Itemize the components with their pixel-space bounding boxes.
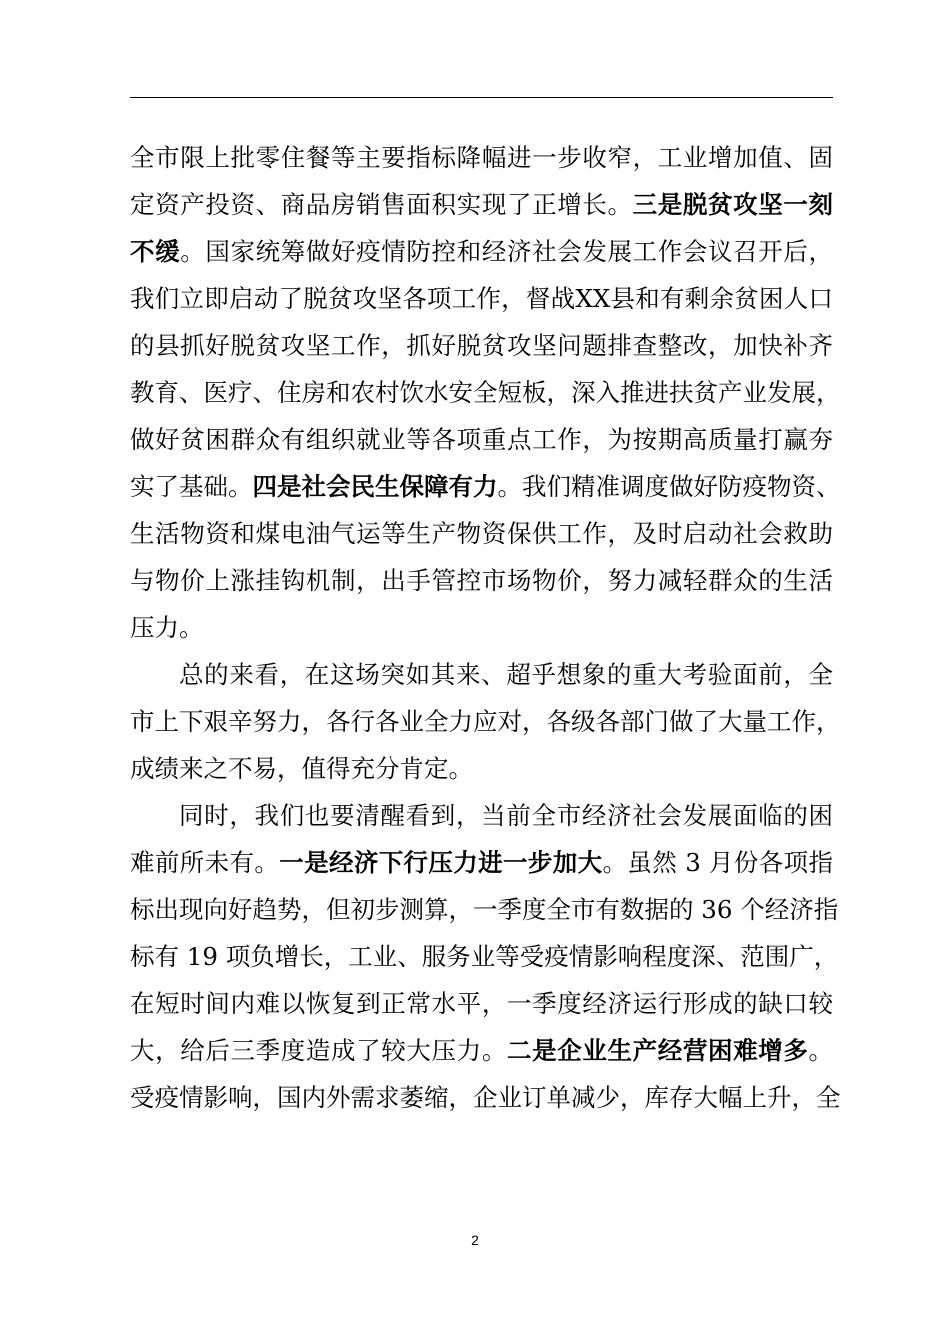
text-line: 做好贫困群众有组织就业等各项重点工作，为按期高质量打赢夯: [130, 425, 833, 454]
text-line: 与物价上涨挂钩机制，出手管控市场物价，努力减轻群众的生活: [130, 566, 833, 595]
text-line: 定资产投资、商品房销售面积实现了正增长。三是脱贫攻坚一刻: [130, 190, 834, 219]
header-rule: [130, 97, 833, 98]
text-line: 成绩来之不易，值得充分肯定。: [130, 754, 473, 783]
text-line: 同时，我们也要清醒看到，当前全市经济社会发展面临的困: [179, 801, 833, 830]
page-number: 2: [471, 1232, 479, 1248]
text-line: 在短时间内难以恢复到正常水平，一季度经济运行形成的缺口较: [130, 989, 833, 1018]
text-line: 总的来看，在这场突如其来、超乎想象的重大考验面前，全: [179, 660, 833, 689]
text-line: 生活物资和煤电油气运等生产物资保供工作，及时启动社会救助: [130, 519, 833, 548]
text-line: 全市限上批零住餐等主要指标降幅进一步收窄，工业增加值、固: [130, 143, 833, 172]
text-line: 压力。: [130, 613, 204, 642]
text-line: 受疫情影响，国内外需求萎缩，企业订单减少，库存大幅上升，全: [130, 1083, 841, 1112]
text-line: 标出现向好趋势，但初步测算，一季度全市有数据的 36 个经济指: [130, 895, 839, 924]
text-line: 教育、医疗、住房和农村饮水安全短板，深入推进扶贫产业发展，: [130, 378, 841, 407]
text-line: 我们立即启动了脱贫攻坚各项工作，督战XX县和有剩余贫困人口: [130, 284, 833, 313]
text-line: 标有 19 项负增长，工业、服务业等受疫情影响程度深、范围广，: [130, 942, 839, 971]
body-text: [130, 134, 841, 1121]
text-line: 市上下艰辛努力，各行各业全力应对，各级各部门做了大量工作，: [130, 707, 841, 736]
text-line: 不缓。国家统筹做好疫情防控和经济社会发展工作会议召开后，: [130, 237, 834, 266]
text-line: 难前所未有。一是经济下行压力进一步加大。虽然 3 月份各项指: [130, 848, 833, 877]
text-line: 实了基础。四是社会民生保障有力。我们精准调度做好防疫物资、: [130, 472, 841, 501]
text-line: 大，给后三季度造成了较大压力。二是企业生产经营困难增多。: [130, 1036, 834, 1065]
text-line: 的县抓好脱贫攻坚工作，抓好脱贫攻坚问题排查整改，加快补齐: [130, 331, 833, 360]
